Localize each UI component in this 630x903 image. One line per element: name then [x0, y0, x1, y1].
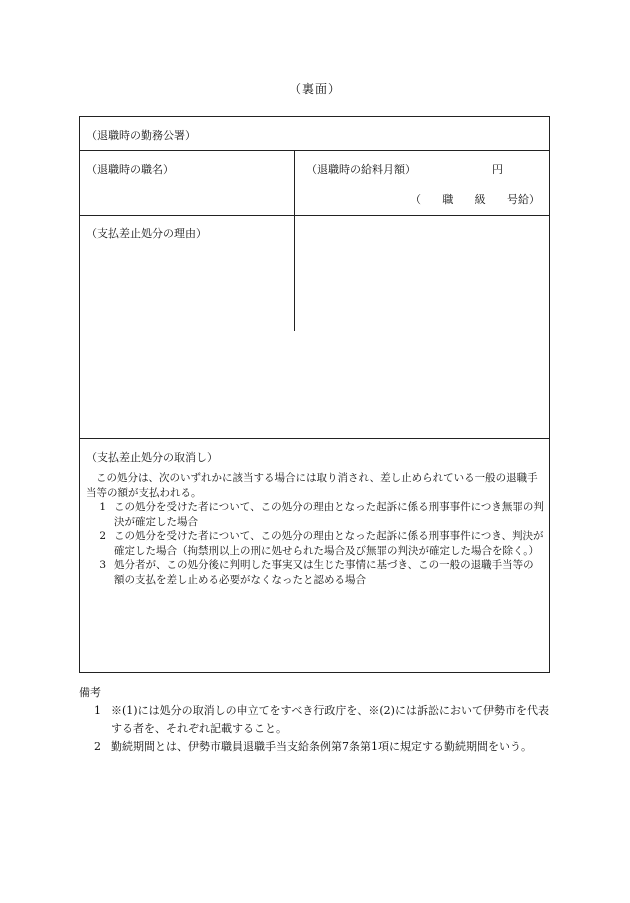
- position-label: （退職時の職名）: [86, 163, 174, 176]
- cancel-item-text: 処分者が、この処分後に判明した事実又は生じた事情に基づき、この一般の退職手当等の額の支払を差し止める必要がなくなったと認める場合: [114, 559, 534, 586]
- cancel-row: [80, 438, 549, 674]
- grade-open-paren: （: [410, 193, 421, 206]
- page-side-title: （裏面）: [288, 82, 341, 96]
- salary-label: （退職時の給料月額）: [306, 163, 416, 176]
- cancel-item-text: この処分を受けた者について、この処分の理由となった起訴に係る刑事事件につき無罪の判決が確定した場合: [114, 501, 544, 528]
- grade-shoku-label: 職: [442, 193, 454, 206]
- cancel-item-number: 3: [99, 559, 106, 571]
- notes-section: [79, 684, 551, 756]
- office-row: [80, 117, 549, 151]
- cancel-intro: この処分は、次のいずれかに該当する場合には取り消され、差し止められている一般の退職手当等の額が支払われる。: [86, 472, 538, 499]
- note-item-text: 勤続期間とは、伊勢市職員退職手当支給条例第7条第1項に規定する勤続期間をいう。: [111, 740, 532, 753]
- reason-label: （支払差止処分の理由）: [86, 227, 207, 240]
- disposition-form-table: [79, 116, 550, 673]
- cancel-label: （支払差止処分の取消し）: [86, 451, 218, 464]
- note-item: [79, 702, 551, 738]
- grade-gokyu-label: 号給）: [506, 193, 540, 206]
- yen-label: 円: [492, 163, 503, 176]
- cancel-item: [86, 558, 544, 587]
- cancel-item: [86, 529, 544, 558]
- grade-line: [410, 191, 540, 207]
- cancel-item-number: 1: [99, 501, 106, 513]
- cancel-item-text: この処分を受けた者について、この処分の理由となった起訴に係る刑事事件につき、判決が確定した場合（拘禁刑以上の刑に処せられた場合及び無罪の判決が確定した場合を除く。）: [114, 530, 544, 557]
- note-item-number: 1: [94, 704, 101, 717]
- grade-kyu-label: 級: [474, 193, 486, 206]
- cancel-item: [86, 500, 544, 529]
- reason-row: [80, 215, 549, 438]
- cancel-item-number: 2: [99, 530, 106, 542]
- note-item: [79, 738, 551, 756]
- office-label: （退職時の勤務公署）: [86, 129, 196, 142]
- note-item-number: 2: [94, 740, 101, 753]
- cancel-body: [86, 471, 544, 587]
- note-item-text: ※(1)には処分の取消しの申立てをすべき行政庁を、※(2)には訴訟において伊勢市を代表する者を、それぞれ記載すること。: [111, 704, 549, 735]
- notes-title: 備考: [79, 686, 101, 699]
